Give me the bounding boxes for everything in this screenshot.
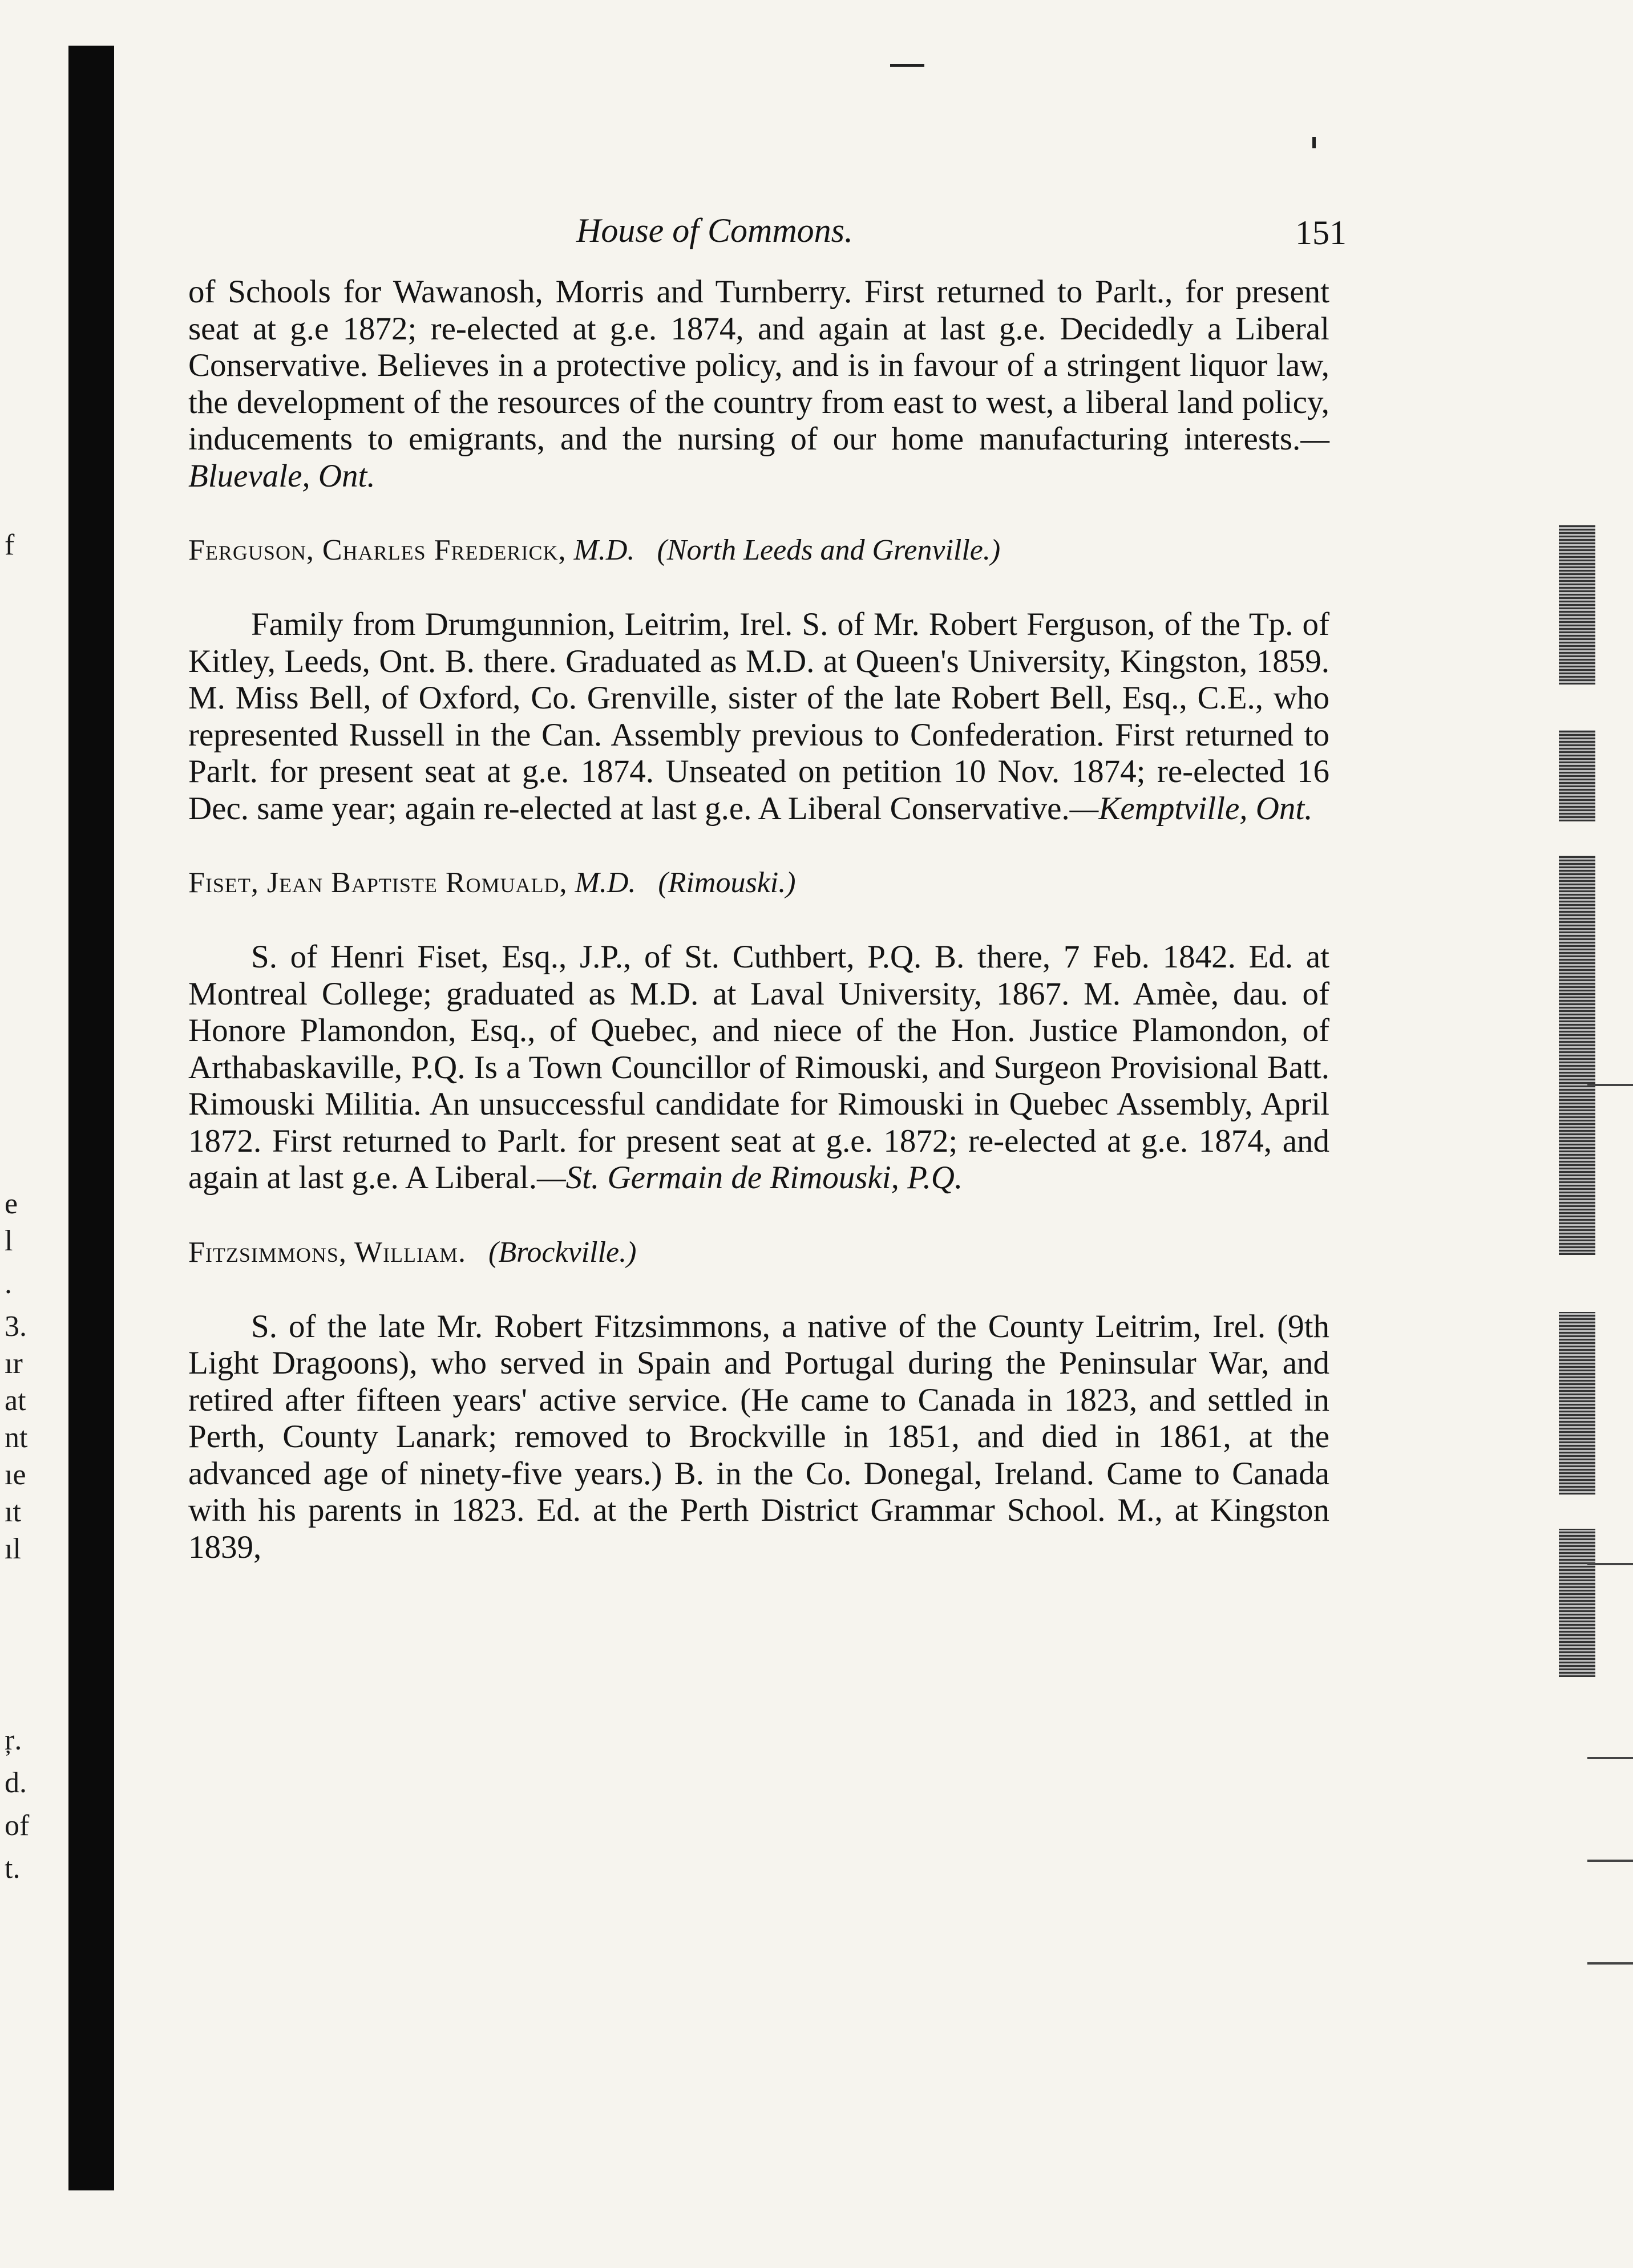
margin-fragment: ıt [5,1496,21,1528]
entry-body-fitzsimmons: S. of the late Mr. Robert Fitzsimmons, a native of the County Leitrim, Irel. (9th Light Dragoons), who served in Spain and Portugal during the Peninsular War, and retired after fifteen years' active service. (He came to Canada in 1823, and settled in Perth, County Lanark; removed to Brockville in 1851, and died in 1861, at the advanced age of ninety-five years.) B. in the Co. Donegal, Ireland. Came to Canada with his parents in 1823. Ed. at the Perth District Grammar School. M., at Kingston 1839, [188,1308,1329,1565]
member-name: Ferguson, Charles Frederick, [188,534,567,566]
scratch-mark [890,64,924,67]
running-header [188,211,1347,274]
left-margin-fragments [0,0,57,2268]
margin-fragment: ıe [5,1459,26,1491]
member-name: Fitzsimmons, William. [188,1236,467,1269]
book-binding-edge [68,46,114,2190]
margin-fragment: ıl [5,1533,21,1565]
residence: —Bluevale, Ont. [188,421,1329,494]
residence: —Kemptville, Ont. [1069,790,1313,827]
right-page-edge-bleed [1507,502,1633,2190]
page-number: 151 [1295,214,1347,252]
member-riding: (Brockville.) [488,1236,637,1269]
margin-fragment: of [5,1809,30,1842]
entry-continuation: of Schools for Wawanosh, Morris and Turnberry. First returned to Parlt., for present seat at g.e 1872; re-elected at g.e. 1874, and again at last g.e. Decidedly a Liberal Conservative. Believes in a protective policy, and is in favour of a stringent liquor law, the development of the resources of the country from east to west, a liberal land policy, inducements to emigrants, and the nursing of our home manufacturing interests.—Bluevale, Ont. [188,274,1329,494]
entry-heading-ferguson [188,532,1329,569]
running-title: House of Commons. [576,212,854,249]
entry-body-fiset: S. of Henri Fiset, Esq., J.P., of St. Cuthbert, P.Q. B. there, 7 Feb. 1842. Ed. at Montreal College; graduated as M.D. at Laval University, 1867. M. Amèe, dau. of Honore Plamondon, Esq., of Quebec, and niece of the Hon. Justice Plamondon, of Arthabaskaville, P.Q. Is a Town Councillor of Rimouski, and Surgeon Provisional Batt. Rimouski Militia. An unsuccessful candidate for Rimouski in Quebec Assembly, April 1872. First returned to Parlt. for present seat at g.e. 1872; re-elected at g.e. 1874, and again at last g.e. A Liberal.—St. Germain de Rimouski, P.Q. [188,939,1329,1196]
entry-heading-fitzsimmons [188,1234,1329,1271]
entry-heading-fiset [188,865,1329,901]
member-riding: (North Leeds and Grenville.) [657,534,1001,566]
document-page [188,211,1347,1566]
margin-fragment: f [5,529,15,561]
member-riding: (Rimouski.) [658,866,796,899]
member-degree: M.D. [575,866,636,899]
margin-fragment: ŗ. [5,1724,22,1756]
margin-fragment: ır [5,1347,23,1380]
scratch-mark [1312,137,1316,148]
margin-fragment: d. [5,1767,27,1799]
margin-fragment: l [5,1225,13,1257]
margin-fragment: 3. [5,1310,27,1343]
member-name: Fiset, Jean Baptiste Romuald, [188,866,568,899]
margin-fragment: t. [5,1852,21,1885]
residence: —St. Germain de Rimouski, P.Q. [536,1160,963,1196]
entry-body-ferguson: Family from Drumgunnion, Leitrim, Irel. S. of Mr. Robert Ferguson, of the Tp. of Kitley, Leeds, Ont. B. there. Graduated as M.D. at Queen's University, Kingston, 1859. M. Miss Bell, of Oxford, Co. Grenville, sister of the late Robert Bell, Esq., C.E., who represented Russell in the Can. Assembly previous to Confederation. First returned to Parlt. for present seat at g.e. 1874. Unseated on petition 10 Nov. 1874; re-elected 16 Dec. same year; again re-elected at last g.e. A Liberal Conservative.—Kemptville, Ont. [188,606,1329,827]
margin-fragment: e [5,1188,18,1220]
margin-fragment: nt [5,1421,28,1454]
margin-fragment: at [5,1384,26,1417]
member-degree: M.D. [573,534,635,566]
margin-fragment: . [5,1267,12,1300]
